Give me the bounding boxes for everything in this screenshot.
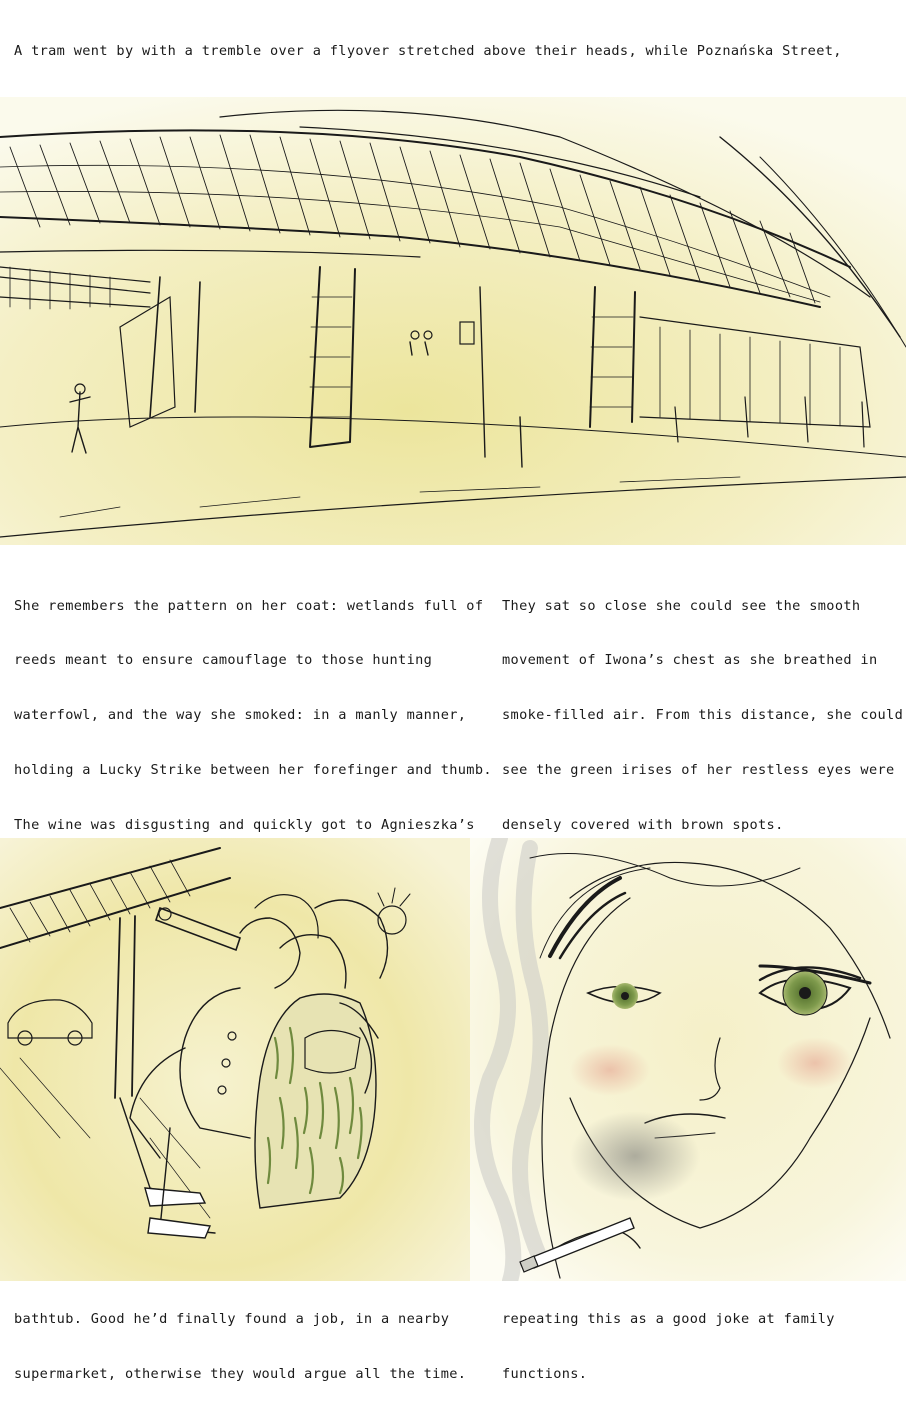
left-column-line: holding a Lucky Strike between her forefinger and thumb. — [14, 762, 492, 779]
left-column-line: reeds meant to ensure camouflage to those hunting — [14, 652, 433, 669]
face-shadow — [570, 1111, 700, 1201]
left-column-line: She remembers the pattern on her coat: wetlands full of — [14, 597, 484, 614]
right-column-line: densely covered with brown spots. — [502, 817, 784, 834]
left-column-line: bathtub. Good he’d finally found a job, in a nearby — [14, 1311, 450, 1328]
right-column-line: functions. — [502, 1366, 588, 1383]
face-closeup-illustration — [470, 838, 906, 1281]
flyover-drawing — [0, 97, 906, 545]
right-column-line: see the green irises of her restless eyes were — [502, 762, 895, 779]
left-column-line: waterfowl, and the way she smoked: in a manly manner, — [14, 707, 467, 724]
drinking-illustration — [0, 838, 470, 1281]
right-column-line: smoke-filled air. From this distance, she could — [502, 707, 904, 724]
left-blush — [570, 1044, 650, 1096]
face-drawing — [470, 838, 906, 1281]
intro-line: A tram went by with a tremble over a flyover stretched above their heads, while Poznańska Street, — [14, 42, 842, 59]
right-column-line: They sat so close she could see the smooth — [502, 597, 861, 614]
right-column-line: repeating this as a good joke at family — [502, 1311, 835, 1328]
right-blush — [777, 1037, 853, 1089]
flyover-illustration — [0, 97, 906, 545]
left-column-line: The wine was disgusting and quickly got to Agnieszka’s — [14, 817, 475, 834]
drinking-drawing — [0, 838, 470, 1281]
right-column-line: movement of Iwona’s chest as she breathed in — [502, 652, 878, 669]
left-column-line: supermarket, otherwise they would argue all the time. — [14, 1366, 467, 1383]
